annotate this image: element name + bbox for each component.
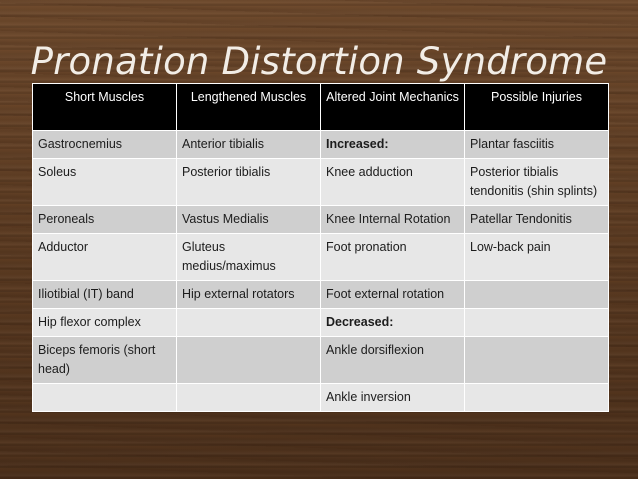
cell-altered: Ankle inversion xyxy=(321,384,465,412)
cell-lengthened: Gluteus medius/maximus xyxy=(177,234,321,281)
cell-short: Biceps femoris (short head) xyxy=(33,337,177,384)
slide-title: Pronation Distortion Syndrome xyxy=(30,40,608,83)
syndrome-table xyxy=(32,83,609,412)
table-row xyxy=(33,337,609,384)
cell-lengthened: Posterior tibialis xyxy=(177,159,321,206)
cell-lengthened: Anterior tibialis xyxy=(177,131,321,159)
table-row xyxy=(33,131,609,159)
cell-altered: Knee Internal Rotation xyxy=(321,206,465,234)
cell-altered: Knee adduction xyxy=(321,159,465,206)
table-row xyxy=(33,309,609,337)
cell-injury: Low-back pain xyxy=(465,234,609,281)
cell-short: Hip flexor complex xyxy=(33,309,177,337)
cell-altered: Decreased: xyxy=(321,309,465,337)
cell-short: Gastrocnemius xyxy=(33,131,177,159)
cell-short xyxy=(33,384,177,412)
table-row xyxy=(33,159,609,206)
cell-altered: Foot external rotation xyxy=(321,281,465,309)
table-row xyxy=(33,206,609,234)
cell-short: Iliotibial (IT) band xyxy=(33,281,177,309)
cell-lengthened xyxy=(177,384,321,412)
cell-lengthened xyxy=(177,337,321,384)
cell-injury: Posterior tibialis tendonitis (shin splints) xyxy=(465,159,609,206)
cell-short: Adductor xyxy=(33,234,177,281)
cell-injury: Plantar fasciitis xyxy=(465,131,609,159)
table-row xyxy=(33,234,609,281)
cell-injury xyxy=(465,384,609,412)
header-lengthened-muscles: Lengthened Muscles xyxy=(177,84,321,131)
cell-lengthened: Hip external rotators xyxy=(177,281,321,309)
cell-altered: Increased: xyxy=(321,131,465,159)
header-altered-joint-mechanics: Altered Joint Mechanics xyxy=(321,84,465,131)
header-short-muscles: Short Muscles xyxy=(33,84,177,131)
table-header-row xyxy=(33,84,609,131)
cell-injury: Patellar Tendonitis xyxy=(465,206,609,234)
cell-lengthened: Vastus Medialis xyxy=(177,206,321,234)
cell-short: Peroneals xyxy=(33,206,177,234)
cell-altered: Ankle dorsiflexion xyxy=(321,337,465,384)
table-row xyxy=(33,384,609,412)
table-row xyxy=(33,281,609,309)
cell-injury xyxy=(465,337,609,384)
cell-short: Soleus xyxy=(33,159,177,206)
cell-injury xyxy=(465,281,609,309)
cell-lengthened xyxy=(177,309,321,337)
header-possible-injuries: Possible Injuries xyxy=(465,84,609,131)
cell-injury xyxy=(465,309,609,337)
cell-altered: Foot pronation xyxy=(321,234,465,281)
